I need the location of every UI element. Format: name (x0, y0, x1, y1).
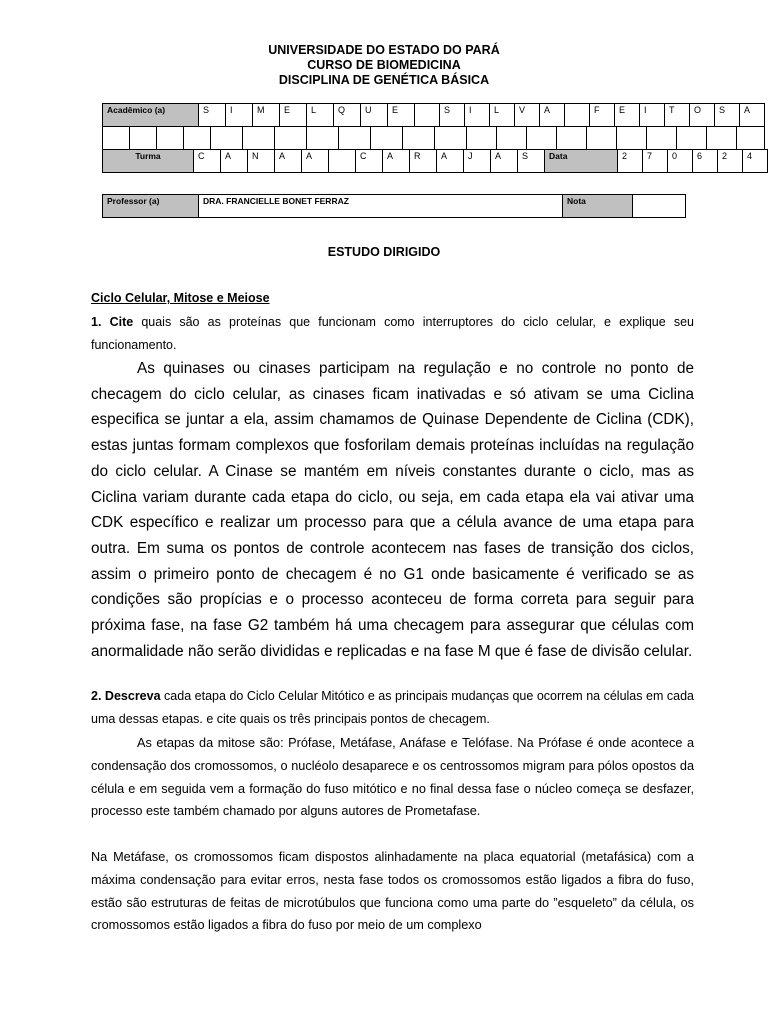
blank-cell[interactable] (243, 127, 275, 149)
turma-data-table (102, 149, 768, 173)
turma-char-cell[interactable]: A (383, 150, 410, 173)
turma-label: Turma (103, 150, 194, 173)
blank-cell[interactable] (184, 127, 211, 149)
date-char-cell[interactable]: 7 (643, 150, 668, 173)
course-name: CURSO DE BIOMEDICINA (307, 58, 461, 72)
blank-cell[interactable] (527, 127, 557, 149)
academico-label: Acadêmico (a) (103, 104, 199, 127)
professor-label: Professor (a) (103, 195, 199, 218)
question-1-number: 1. Cite (91, 315, 134, 329)
turma-char-cell[interactable]: A (221, 150, 248, 173)
question-1 (91, 311, 694, 357)
name-char-cell[interactable]: I (465, 104, 490, 127)
document-title: ESTUDO DIRIGIDO (327, 245, 441, 259)
name-char-cell[interactable] (415, 104, 440, 127)
answer-2-paragraph-1: As etapas da mitose são: Prófase, Metáfase, Anáfase e Telófase. Na Prófase é onde acontece a condensação dos cromossomos, o nucléolo desaparece e os centrossomos migram para pólos opostos da célula e em seguida vem a formação do fuso mitótico e no final dessa fase o núcleo começa se desfazer, processo este também chamado por alguns autores de Prometafase. (91, 736, 694, 819)
name-char-cell[interactable]: F (590, 104, 615, 127)
blank-cell[interactable] (339, 127, 371, 149)
blank-cell[interactable] (467, 127, 497, 149)
name-char-cell[interactable] (565, 104, 590, 127)
professor-value[interactable]: DRA. FRANCIELLE BONET FERRAZ (199, 195, 563, 218)
blank-cell[interactable] (371, 127, 403, 149)
turma-char-cell[interactable]: A (491, 150, 518, 173)
continuation-subgrid (103, 127, 765, 149)
university-name: UNIVERSIDADE DO ESTADO DO PARÁ (268, 43, 500, 57)
discipline-name: DISCIPLINA DE GENÉTICA BÁSICA (278, 73, 490, 87)
blank-cell[interactable] (497, 127, 527, 149)
answer-2-paragraph-2: Na Metáfase, os cromossomos ficam dispostos alinhadamente na placa equatorial (metafásica) com a máxima condensação para evitar erros, nesta fase todos os cromossomos estão ligados a fibra do fuso, estão são estruturas de feitas de microtúbulos que funciona como uma parte do ”esqueleto” da célula, os cromossomos estão ligados a fibra do fuso por meio de um complexo (91, 850, 694, 933)
blank-cell[interactable] (307, 127, 339, 149)
blank-cell[interactable] (403, 127, 435, 149)
academico-continuation-row (103, 127, 765, 150)
turma-char-cell[interactable] (329, 150, 356, 173)
blank-cell[interactable] (587, 127, 617, 149)
academico-row (103, 104, 765, 127)
student-info-table (102, 103, 765, 150)
question-2-text: cada etapa do Ciclo Celular Mitótico e as principais mudanças que ocorrem na células em cada uma dessas etapas. e cite quais os três principais pontos de checagem. (91, 689, 694, 726)
turma-char-cell[interactable]: J (464, 150, 491, 173)
blank-cell[interactable] (707, 127, 737, 149)
blank-cell[interactable] (557, 127, 587, 149)
name-char-cell[interactable]: E (615, 104, 640, 127)
date-char-cell[interactable]: 4 (743, 150, 768, 173)
blank-cell[interactable] (435, 127, 467, 149)
name-char-cell[interactable]: U (361, 104, 388, 127)
name-char-cell[interactable]: V (515, 104, 540, 127)
section-heading: Ciclo Celular, Mitose e Meiose (91, 291, 270, 305)
name-char-cell[interactable]: S (199, 104, 226, 127)
data-label: Data (545, 150, 618, 173)
date-char-cell[interactable]: 6 (693, 150, 718, 173)
turma-char-cell[interactable]: C (194, 150, 221, 173)
name-char-cell[interactable]: O (690, 104, 715, 127)
name-char-cell[interactable]: S (715, 104, 740, 127)
name-char-cell[interactable]: E (388, 104, 415, 127)
answer-1: As quinases ou cinases participam na regulação e no controle no ponto de checagem do ciclo celular, as cinases ficam inativadas e só ativam se uma Ciclina especifica se juntar a ela, assim chamamos de Quinase Dependente de Ciclina (CDK), estas juntas formam complexos que fosforilam demais proteínas incluídas na regulação do ciclo celular. A Cinase se mantém em níveis constantes durante o ciclo, mas as Ciclina variam durante cada etapa do ciclo, ou seja, em cada etapa ela vai ativar uma CDK específico e realizar um processo para que a célula avance de uma etapa para outra. Em suma os pontos de controle acontecem nas fases de transição dos ciclos, assim o primeiro ponto de checagem é no G1 onde basicamente é verificado se as condições são propícias e o processo aconteceu de forma correta para seguir para próxima fase, na fase G2 também há uma checagem para assegurar que células com anormalidade não serão divididas e replicadas e na fase M que é fase de divisão celular. (91, 360, 694, 660)
nota-value[interactable] (633, 195, 686, 218)
nota-label: Nota (563, 195, 633, 218)
date-char-cell[interactable]: 2 (718, 150, 743, 173)
turma-char-cell[interactable]: A (275, 150, 302, 173)
turma-char-cell[interactable]: A (437, 150, 464, 173)
turma-char-cell[interactable]: R (410, 150, 437, 173)
continuation-cell (103, 127, 765, 150)
name-char-cell[interactable]: L (490, 104, 515, 127)
professor-table (102, 194, 686, 218)
name-char-cell[interactable]: T (665, 104, 690, 127)
name-char-cell[interactable]: A (740, 104, 765, 127)
name-char-cell[interactable]: I (640, 104, 665, 127)
question-1-text: quais são as proteínas que funcionam como interruptores do ciclo celular, e explique seu funcionamento. (91, 315, 694, 352)
name-char-cell[interactable]: E (280, 104, 307, 127)
name-char-cell[interactable]: A (540, 104, 565, 127)
blank-cell[interactable] (647, 127, 677, 149)
name-char-cell[interactable]: I (226, 104, 253, 127)
blank-cell[interactable] (130, 127, 157, 149)
name-char-cell[interactable]: M (253, 104, 280, 127)
blank-cell[interactable] (677, 127, 707, 149)
blank-cell[interactable] (103, 127, 130, 149)
blank-cell[interactable] (737, 127, 765, 149)
name-char-cell[interactable]: Q (334, 104, 361, 127)
question-2 (91, 685, 694, 731)
name-char-cell[interactable]: S (440, 104, 465, 127)
name-char-cell[interactable]: L (307, 104, 334, 127)
date-char-cell[interactable]: 2 (618, 150, 643, 173)
turma-char-cell[interactable]: A (302, 150, 329, 173)
blank-cell[interactable] (617, 127, 647, 149)
question-2-number: 2. Descreva (91, 689, 161, 703)
blank-cell[interactable] (211, 127, 243, 149)
date-char-cell[interactable]: 0 (668, 150, 693, 173)
blank-cell[interactable] (275, 127, 307, 149)
blank-cell[interactable] (157, 127, 184, 149)
turma-char-cell[interactable]: N (248, 150, 275, 173)
turma-char-cell[interactable]: C (356, 150, 383, 173)
turma-char-cell[interactable]: S (518, 150, 545, 173)
